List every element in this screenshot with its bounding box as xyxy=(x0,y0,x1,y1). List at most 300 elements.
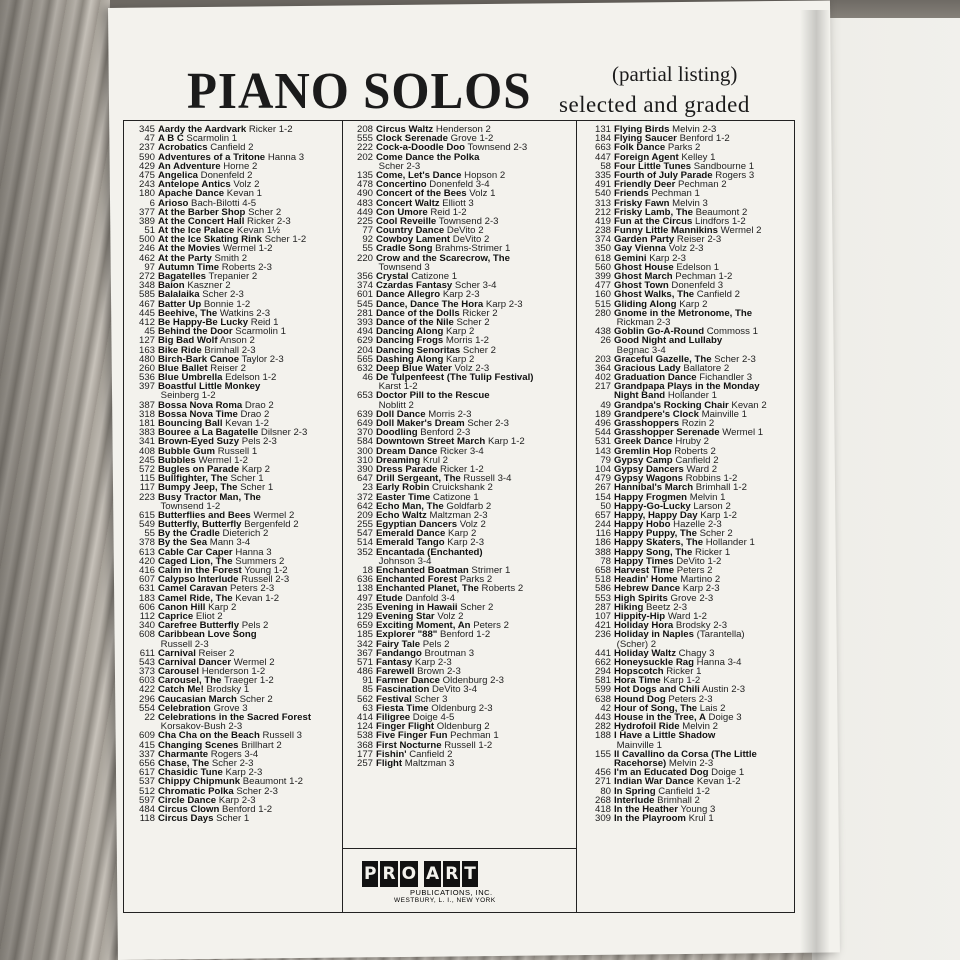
catalog-number: 80 xyxy=(600,786,611,796)
composer: Scher xyxy=(245,207,276,217)
piece-title: Carnival xyxy=(158,648,196,658)
catalog-number: 562 xyxy=(356,694,373,704)
piece-title: Balalaika xyxy=(158,290,200,300)
catalog-number: 313 xyxy=(594,198,611,208)
grade: 2-3 xyxy=(475,363,490,374)
catalog-number: 47 xyxy=(144,134,155,144)
composer: Scher xyxy=(457,602,488,612)
listing-entry xyxy=(344,437,574,446)
listing-entry xyxy=(578,621,792,630)
listing-entry xyxy=(344,336,574,345)
composer: Wermel xyxy=(195,455,235,465)
listing-entry xyxy=(344,391,574,400)
catalog-number: 663 xyxy=(594,143,611,153)
composer: Karp xyxy=(485,437,511,447)
piece-title: Goblin Go-A-Round xyxy=(614,327,705,337)
composer: Scarmolin xyxy=(232,327,281,337)
piece-title: Five Finger Fun xyxy=(376,731,448,741)
catalog-number: 49 xyxy=(600,400,611,410)
piece-title: Honeysuckle Rag xyxy=(614,657,694,668)
listing-entry xyxy=(126,493,340,502)
listing-entry xyxy=(126,346,340,355)
grade: 2 xyxy=(478,226,484,236)
composer: Anson xyxy=(217,336,250,346)
composer: Smith xyxy=(211,253,242,263)
catalog-number: 390 xyxy=(356,464,373,475)
piece-title: Bumpy Jeep, The xyxy=(158,483,238,493)
composer: Beaumont xyxy=(240,777,290,787)
piece-title: Emerald Tango xyxy=(376,538,445,548)
catalog-number: 397 xyxy=(138,382,155,392)
grade: 2 xyxy=(485,125,491,135)
catalog-number: 245 xyxy=(138,455,155,465)
catalog-number: 92 xyxy=(362,235,373,245)
catalog-number: 186 xyxy=(594,538,611,548)
piece-title: Birch-Bark Canoe xyxy=(158,354,240,364)
composer: Donenfeld xyxy=(426,180,476,190)
piece-title: Aardy the Aardvark xyxy=(158,125,247,135)
piece-title: Hippity-Hip xyxy=(614,611,666,622)
catalog-number: 318 xyxy=(138,409,155,419)
catalog-number: 515 xyxy=(594,299,611,309)
catalog-number: 597 xyxy=(138,795,155,805)
catalog-number: 462 xyxy=(138,253,155,263)
piece-title: Ghost March xyxy=(614,272,673,282)
composer: Rogers xyxy=(208,749,245,759)
piece-title: Filigree xyxy=(376,713,411,723)
grade: 2 xyxy=(254,180,260,190)
listing-entry xyxy=(126,557,340,566)
catalog-number: 609 xyxy=(138,731,155,741)
listing-entry xyxy=(344,401,574,410)
piece-title: Happy Skaters, The xyxy=(614,538,704,548)
listing-entry xyxy=(344,456,574,465)
listing-entry xyxy=(344,759,574,768)
piece-title: Grandpa's Rocking Chair xyxy=(614,400,729,410)
listing-entry xyxy=(344,465,574,474)
grade: 3 xyxy=(709,648,715,658)
grade: 4-5 xyxy=(242,198,257,208)
listing-entry xyxy=(126,419,340,428)
piece-title: Baion xyxy=(158,281,185,291)
composer: Beetz xyxy=(643,602,674,612)
composer: Melvin xyxy=(687,492,721,502)
catalog-number: 350 xyxy=(594,244,611,254)
grade: 1 xyxy=(251,446,258,456)
grade: 1-2 xyxy=(259,676,274,686)
composer: Karp xyxy=(697,510,724,521)
composer: Larson xyxy=(690,501,726,511)
catalog-number: 486 xyxy=(356,667,373,677)
listing-entry xyxy=(344,153,574,162)
catalog-number: 342 xyxy=(356,639,373,649)
listing-entry xyxy=(578,768,792,777)
listing-entry xyxy=(344,346,574,355)
listing-entry xyxy=(578,309,792,318)
piece-title: Brown-Eyed Suzy xyxy=(158,437,240,447)
grade: 2 xyxy=(761,400,767,410)
listing-entry xyxy=(126,410,340,419)
publisher-address: WESTBURY, L. I., NEW YORK xyxy=(394,897,496,904)
catalog-number: 155 xyxy=(594,749,611,759)
catalog-number: 107 xyxy=(594,611,611,622)
grade: 2-3 xyxy=(699,758,714,769)
catalog-number: 6 xyxy=(149,198,155,208)
piece-title: Dance Allegro xyxy=(376,290,441,300)
composer: Bonnie xyxy=(201,299,237,309)
grade: 2-3 xyxy=(689,244,704,254)
piece-title: Changing Scenes xyxy=(158,740,239,750)
piece-title: Hour of Song, The xyxy=(614,703,698,713)
grade: 1 xyxy=(694,189,700,199)
catalog-number: 309 xyxy=(594,814,611,824)
catalog-number: 267 xyxy=(594,483,611,493)
grade: 2 xyxy=(241,253,248,263)
listing-entry xyxy=(578,428,792,437)
piece-title: Ghost Walks, The xyxy=(614,290,695,300)
piece-title: Etude xyxy=(376,593,403,603)
piece-title: Dancing Along xyxy=(376,327,444,337)
catalog-number: 79 xyxy=(600,455,611,465)
composer: Kevan xyxy=(224,189,257,199)
grade: 1-2 xyxy=(718,272,733,282)
composer: Karp xyxy=(676,299,703,309)
composer: Karp xyxy=(443,354,469,364)
piece-title: Carousel xyxy=(158,667,200,677)
catalog-number: 421 xyxy=(594,621,611,631)
grade: 1-2 xyxy=(278,125,293,135)
grade: 2-3 xyxy=(275,575,290,585)
piece-title: Beehive, The xyxy=(158,308,218,318)
catalog-number: 51 xyxy=(144,226,155,236)
composer: Scher xyxy=(261,235,293,245)
listing-entry xyxy=(578,199,792,208)
catalog-number: 480 xyxy=(138,354,155,364)
grade: 2-3 xyxy=(707,235,722,245)
listing-entry xyxy=(126,318,340,327)
listing-entry xyxy=(344,658,574,667)
piece-title: Indian War Dance xyxy=(614,777,695,787)
piece-title: Calm in the Forest xyxy=(158,566,242,576)
composer: Brimhall xyxy=(654,795,695,805)
grade: 2 xyxy=(408,400,414,410)
composer: Ward xyxy=(665,611,694,622)
grade: 2 xyxy=(694,795,700,805)
catalog-number: 657 xyxy=(594,510,611,521)
piece-title: Blue Ballet xyxy=(158,363,208,374)
grade: 1-2 xyxy=(510,437,525,447)
subtitle-partial-listing: (partial listing) xyxy=(612,62,738,86)
grade: 2 xyxy=(503,621,509,631)
composer: Kevan xyxy=(728,400,762,410)
composer: Noblitt xyxy=(376,400,409,410)
listing-entry xyxy=(126,327,340,336)
listing-entry xyxy=(344,704,574,713)
piece-title: Apache Dance xyxy=(158,189,225,199)
catalog-number: 46 xyxy=(362,373,373,383)
grade: 1-2 xyxy=(289,777,304,787)
piece-title: House in the Tree, A xyxy=(614,713,706,723)
composer: Melvin xyxy=(666,758,700,769)
grade: 2 xyxy=(225,281,231,291)
composer: Russell xyxy=(259,731,297,741)
listing-entry xyxy=(126,805,340,814)
piece-title: Graceful Gazelle, The xyxy=(614,354,712,364)
catalog-number: 294 xyxy=(594,667,611,677)
composer: Taylor xyxy=(239,354,270,364)
catalog-number: 18 xyxy=(362,566,373,576)
composer: Pechman xyxy=(675,180,722,190)
composer: Ricker xyxy=(692,547,725,557)
grade: 2 xyxy=(725,501,731,511)
catalog-number: 236 xyxy=(594,630,611,640)
piece-title: Be Happy-Be Lucky xyxy=(158,317,249,328)
composer: Karp xyxy=(444,538,471,548)
catalog-number: 416 xyxy=(138,566,155,576)
composer: Hollander xyxy=(665,391,712,401)
piece-title: Doll Dance xyxy=(376,409,426,419)
composer: Krul xyxy=(685,814,709,824)
listing-entry xyxy=(578,336,792,345)
catalog-number: 555 xyxy=(356,134,373,144)
listing-entry xyxy=(344,318,574,327)
composer: Johnson xyxy=(376,556,418,566)
listing-entry xyxy=(578,189,792,198)
grade: 1-2 xyxy=(234,455,248,465)
grade: 1-2 xyxy=(452,207,467,217)
catalog-number: 377 xyxy=(138,207,155,217)
grade: 2-3 xyxy=(260,584,275,594)
grade: 2 xyxy=(480,520,486,530)
piece-title: Bossa Nova Time xyxy=(158,409,238,419)
grade: 2-3 xyxy=(269,354,284,364)
grade: 2 xyxy=(252,161,258,171)
grade: 3-4 xyxy=(482,281,497,291)
listing-entry xyxy=(578,125,792,134)
catalog-number: 536 xyxy=(138,373,155,383)
catalog-number: 418 xyxy=(594,804,611,815)
grade: 3-4 xyxy=(417,556,432,566)
listing-entry xyxy=(344,520,574,529)
piece-title: Cock-a-Doodle Doo xyxy=(376,143,466,153)
grade: 2 xyxy=(492,308,498,318)
piece-title: Foreign Agent xyxy=(614,152,679,162)
catalog-number: 78 xyxy=(600,556,611,566)
piece-title: Dance of the Dolls xyxy=(376,308,460,318)
catalog-number: 91 xyxy=(362,676,373,686)
catalog-number: 163 xyxy=(138,345,155,355)
listing-entry xyxy=(578,777,792,786)
catalog-number: 58 xyxy=(600,161,611,171)
composer: Elliott xyxy=(439,198,469,208)
composer: Lais xyxy=(697,703,721,713)
composer: Karp xyxy=(412,657,438,668)
catalog-number: 300 xyxy=(356,446,373,456)
piece-title: At the Barber Shop xyxy=(158,207,246,217)
catalog-number: 296 xyxy=(138,694,155,704)
composer: Karp xyxy=(222,768,249,778)
grade: 1-2 xyxy=(693,611,707,622)
piece-title: Interlude xyxy=(614,795,655,805)
piece-title: Happy, Happy Day xyxy=(614,510,698,521)
composer: Bach-Bilotti xyxy=(188,198,243,208)
listing-entry xyxy=(578,538,792,547)
listing-column-2 xyxy=(344,125,574,768)
piece-title: Carnival Dancer xyxy=(158,657,232,668)
grade: 2-3 xyxy=(473,510,488,521)
composer: Henderson xyxy=(433,125,486,135)
piece-title: Dress Parade xyxy=(376,464,438,475)
listing-entry xyxy=(578,493,792,502)
listing-entry xyxy=(344,217,574,226)
piece-title: Exciting Moment, An xyxy=(376,621,471,631)
grade: 2 xyxy=(720,703,726,713)
grade: 2-3 xyxy=(293,428,308,438)
composer: Rogers xyxy=(712,170,749,181)
composer: Grove xyxy=(667,593,700,603)
catalog-number: 581 xyxy=(594,676,611,686)
composer: Volz xyxy=(451,363,476,374)
composer: Eliot xyxy=(193,611,218,622)
composer: Roberts xyxy=(478,584,518,594)
listing-entry xyxy=(126,713,340,722)
catalog-number: 389 xyxy=(138,216,155,227)
piece-title: Friendly Deer xyxy=(614,180,676,190)
piece-title: Fantasy xyxy=(376,657,413,668)
catalog-number: 603 xyxy=(138,676,155,686)
listing-entry xyxy=(126,584,340,593)
grade: 1-2 xyxy=(262,373,277,383)
piece-title: Dreaming xyxy=(376,455,421,465)
piece-title: Bugles on Parade xyxy=(158,464,240,475)
listing-entry xyxy=(344,676,574,685)
composer: Reiser xyxy=(195,648,229,658)
catalog-number: 184 xyxy=(594,134,611,144)
catalog-number: 662 xyxy=(594,657,611,668)
catalog-number: 97 xyxy=(144,262,155,272)
piece-title: Dancing Frogs xyxy=(376,336,444,346)
composer: Russell xyxy=(158,639,195,649)
listing-entry xyxy=(578,722,792,731)
grade: 1-2 xyxy=(715,134,730,144)
catalog-number: 393 xyxy=(356,317,373,328)
catalog-number: 223 xyxy=(138,492,155,502)
listing-entry xyxy=(344,281,574,290)
listing-entry xyxy=(126,685,340,694)
grade: 2-3 xyxy=(705,584,720,594)
catalog-number: 280 xyxy=(594,308,611,318)
composer: Horne xyxy=(220,161,253,171)
piece-title: Chippy Chipmunk xyxy=(158,777,241,787)
composer: Scher xyxy=(227,474,259,484)
composer: Peters xyxy=(470,621,504,631)
piece-title: Bouree a La Bagatelle xyxy=(158,428,259,438)
composer: Scher xyxy=(199,290,231,300)
composer: Russell xyxy=(460,474,498,484)
grade: 3 xyxy=(424,262,430,272)
listing-entry xyxy=(578,134,792,143)
piece-title: In the Heather xyxy=(614,804,678,815)
listing-entry xyxy=(578,640,792,649)
piece-title: In the Playroom xyxy=(614,814,686,824)
composer: Edelson xyxy=(222,373,263,383)
logo-letter: O xyxy=(400,861,418,887)
catalog-number: 222 xyxy=(356,143,373,153)
catalog-number: 383 xyxy=(138,428,155,438)
grade: 1 xyxy=(243,685,250,695)
listing-entry xyxy=(578,410,792,419)
catalog-number: 490 xyxy=(356,189,373,199)
composer: Edelson xyxy=(673,262,714,272)
piece-title: Greek Dance xyxy=(614,437,673,447)
catalog-number: 571 xyxy=(356,657,373,668)
piece-title: Crystal xyxy=(376,272,409,282)
grade: 2 xyxy=(267,694,273,704)
composer: Townsend xyxy=(465,143,514,153)
composer: Traeger xyxy=(221,676,260,686)
listing-entry xyxy=(126,143,340,152)
composer: Cruickshank xyxy=(429,483,488,493)
composer: Scher xyxy=(411,694,443,704)
grade: 1 xyxy=(752,327,758,337)
composer: Watkins xyxy=(217,308,257,318)
grade: 2 xyxy=(711,464,718,475)
listing-entry xyxy=(578,162,792,171)
piece-title: Holiday in Naples xyxy=(614,630,694,640)
piece-title: Holiday Waltz xyxy=(614,648,677,658)
composer: Scher xyxy=(213,814,244,824)
composer: Wermel xyxy=(717,226,757,236)
composer: Pechman xyxy=(648,189,695,199)
listing-entry xyxy=(126,217,340,226)
listing-entry xyxy=(578,704,792,713)
listing-entry xyxy=(126,640,340,649)
listing-entry xyxy=(578,244,792,253)
catalog-number: 544 xyxy=(594,428,611,438)
listing-entry xyxy=(126,208,340,217)
listing-entry xyxy=(578,373,792,382)
piece-title: A B C xyxy=(158,134,184,144)
catalog-number: 636 xyxy=(356,575,373,585)
catalog-number: 127 xyxy=(138,336,155,346)
catalog-number: 373 xyxy=(138,667,155,677)
composer: Kevan xyxy=(234,226,267,236)
listing-column-1 xyxy=(126,125,340,823)
piece-title: Cradle Song xyxy=(376,244,433,254)
composer: Donenfeld xyxy=(668,281,718,291)
composer: Beaumont xyxy=(692,207,742,217)
listing-entry xyxy=(126,676,340,685)
listing-entry xyxy=(126,272,340,281)
piece-title: I Have a Little Shadow xyxy=(614,731,716,741)
grade: 1 xyxy=(280,327,286,337)
piece-title: Happy Times xyxy=(614,556,674,566)
composer: Seinberg xyxy=(158,391,202,401)
listing-box xyxy=(123,120,795,913)
piece-title: Frisky Lamb, The xyxy=(614,207,693,217)
grade: 2-3 xyxy=(264,786,278,796)
listing-entry xyxy=(344,538,574,547)
catalog-number: 586 xyxy=(594,584,611,594)
piece-title: Fun at the Circus xyxy=(614,216,693,227)
listing-entry xyxy=(126,125,340,134)
listing-entry xyxy=(344,603,574,612)
catalog-number: 659 xyxy=(356,621,373,631)
piece-title: Doctor Pill to the Rescue xyxy=(376,391,490,401)
catalog-number: 143 xyxy=(594,446,611,456)
listing-entry xyxy=(578,731,792,740)
listing-entry xyxy=(344,695,574,704)
